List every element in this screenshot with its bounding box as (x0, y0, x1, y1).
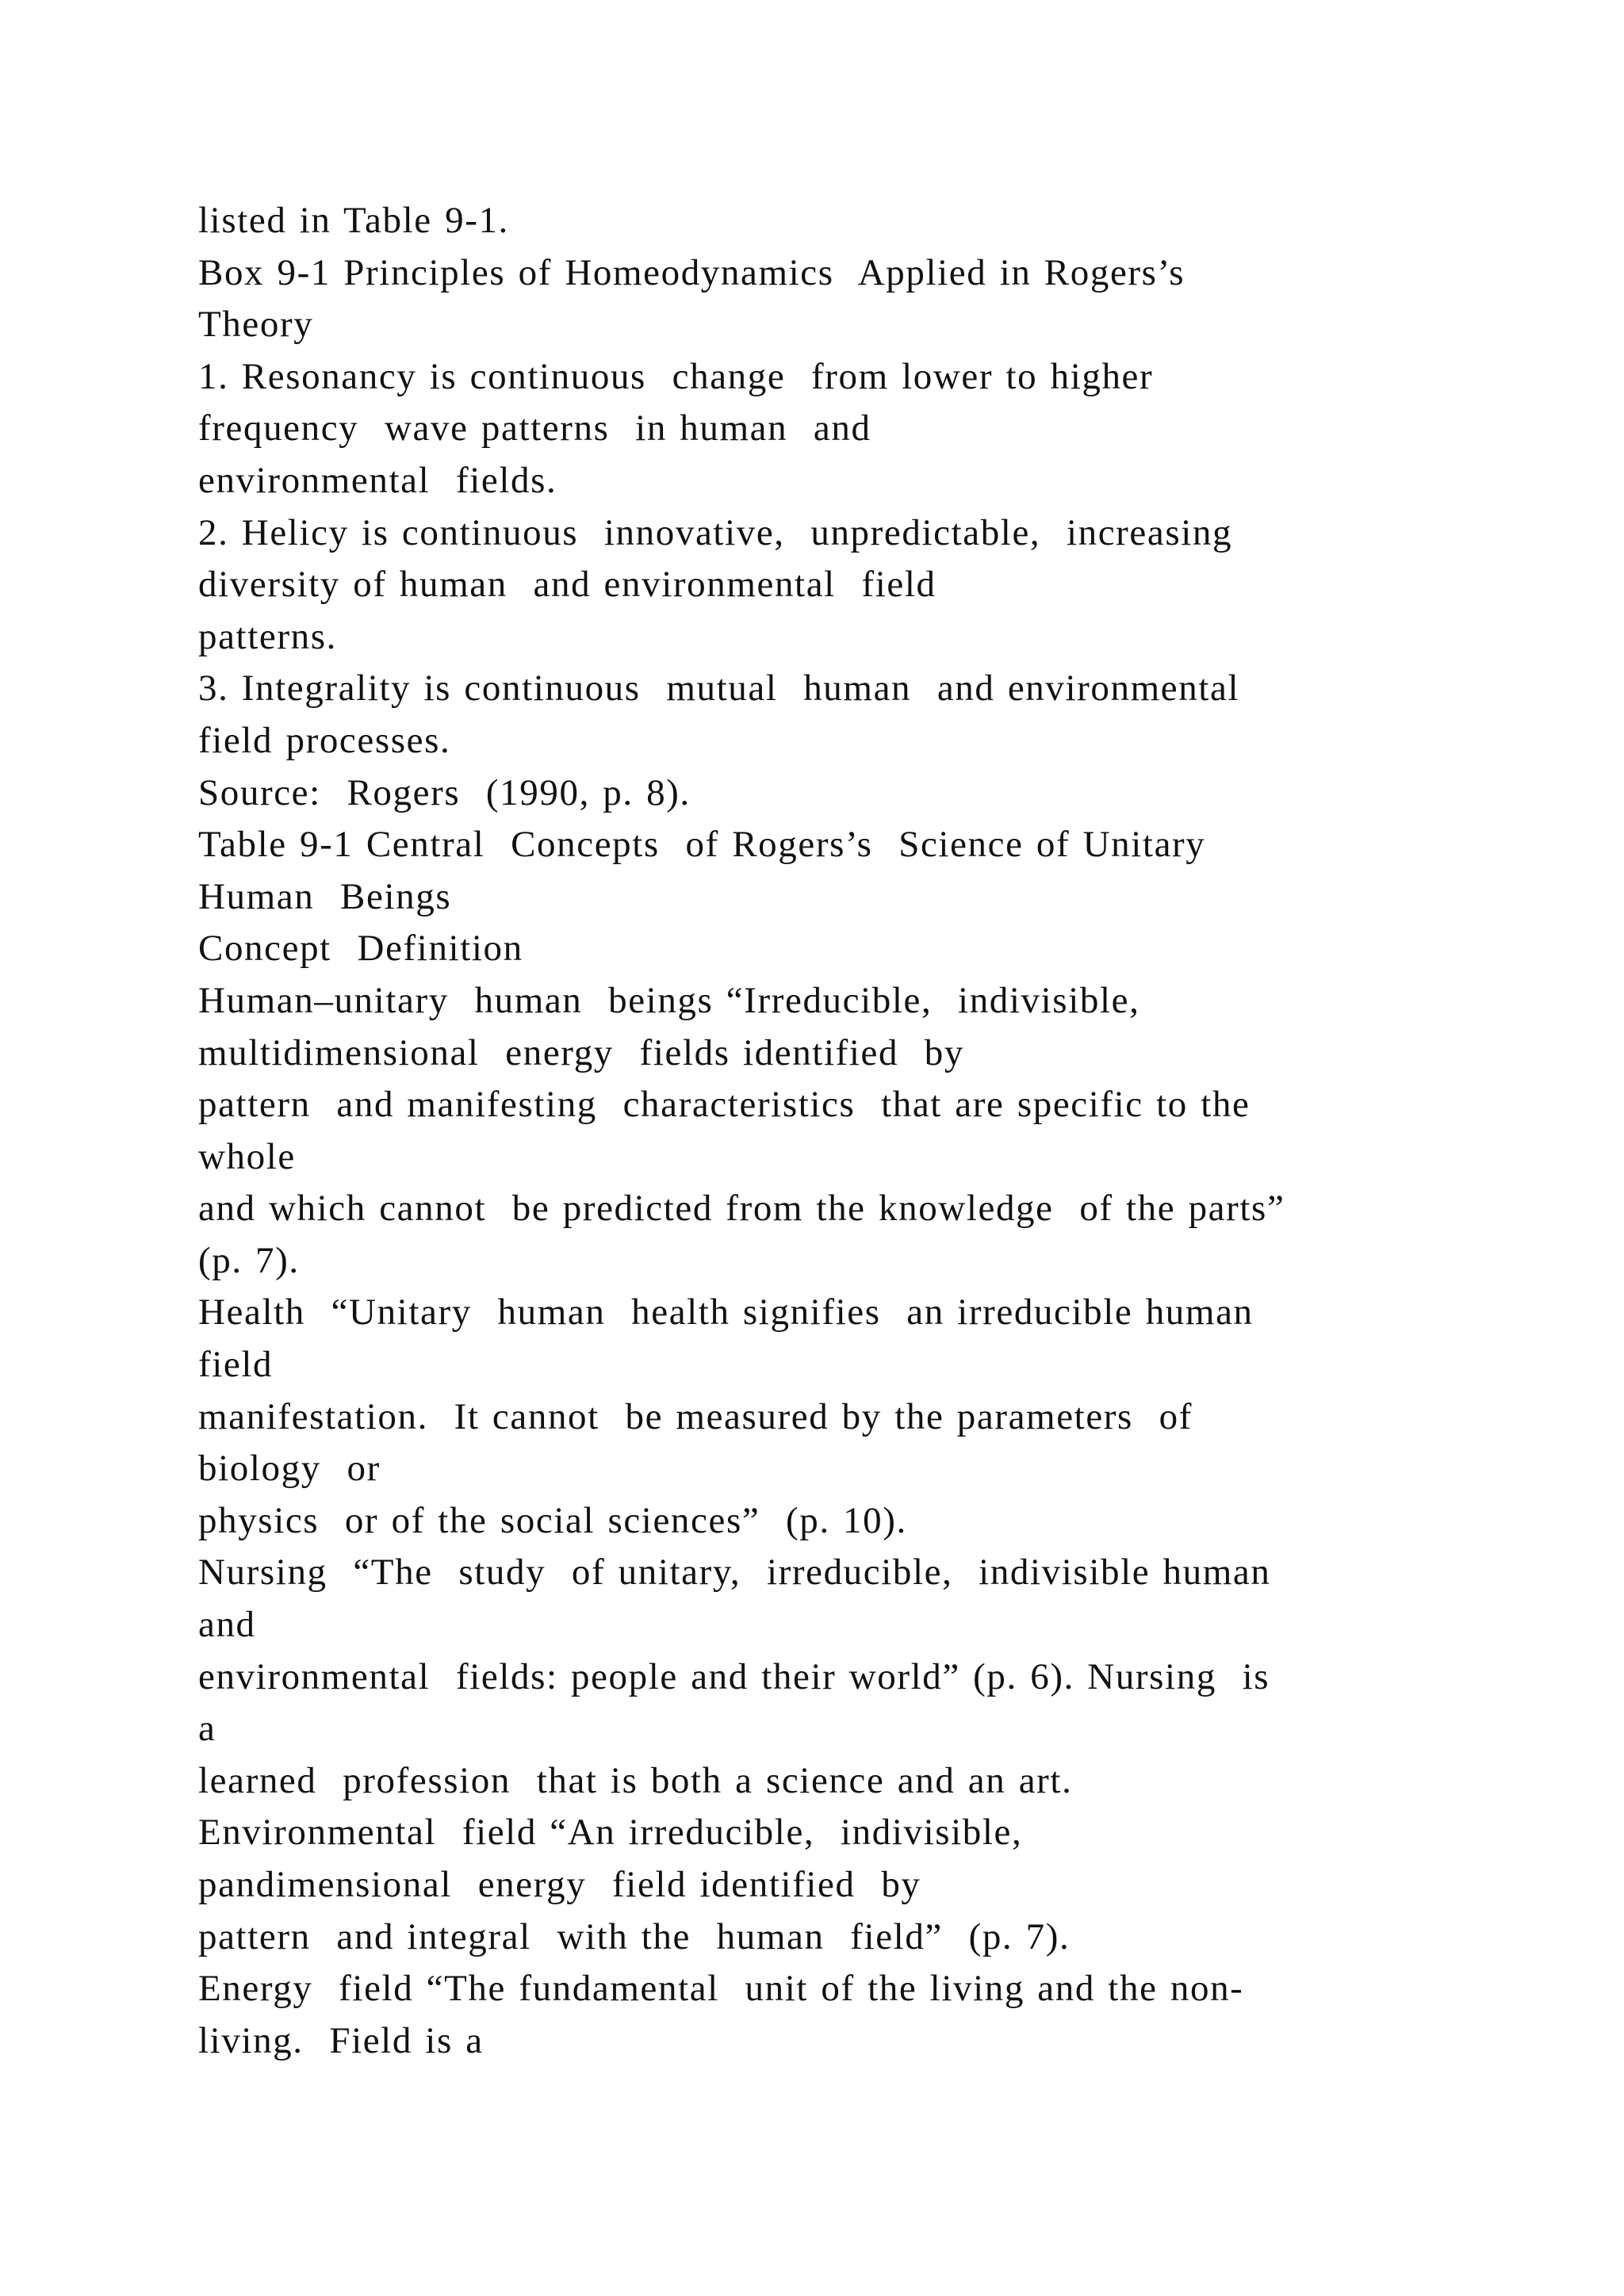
text-line: Nursing “The study of unitary, irreducible, indivisible human (198, 1552, 1271, 1594)
text-line: Environmental field “An irreducible, indivisible, (198, 1812, 1023, 1854)
text-line: diversity of human and environmental field (198, 564, 936, 606)
text-line: Concept Definition (198, 928, 523, 970)
text-line: biology or (198, 1448, 381, 1490)
text-line: Energy field “The fundamental unit of the living and the non- (198, 1968, 1244, 2010)
text-line: listed in Table 9-1. (198, 200, 509, 241)
text-line: physics or of the social sciences” (p. 10). (198, 1499, 907, 1541)
text-line: Human Beings (198, 875, 452, 917)
text-line: Source: Rogers (1990, p. 8). (198, 771, 691, 813)
text-line: 2. Helicy is continuous innovative, unpredictable, increasing (198, 511, 1233, 553)
text-line: and which cannot be predicted from the knowledge of the parts” (198, 1188, 1285, 1230)
text-line: patterns. (198, 615, 337, 657)
text-line: 3. Integrality is continuous mutual human and environmental (198, 668, 1240, 710)
text-line: whole (198, 1135, 296, 1177)
text-line: pattern and integral with the human field” (p. 7). (198, 1915, 1071, 1957)
text-line: environmental fields: people and their world” (p. 6). Nursing is (198, 1655, 1270, 1697)
text-line: Health “Unitary human health signifies an irreducible human (198, 1292, 1254, 1334)
text-line: a (198, 1708, 216, 1750)
text-line: multidimensional energy fields identified by (198, 1031, 964, 1073)
text-line: Theory (198, 304, 314, 346)
text-line: pattern and manifesting characteristics that are specific to the (198, 1084, 1251, 1126)
text-line: manifestation. It cannot be measured by the parameters of (198, 1395, 1193, 1437)
text-line: and (198, 1604, 256, 1646)
text-line: (p. 7). (198, 1239, 300, 1281)
text-line: environmental fields. (198, 459, 557, 501)
text-line: learned profession that is both a science and an art. (198, 1759, 1073, 1801)
text-line: field processes. (198, 719, 451, 761)
text-line: living. Field is a (198, 2019, 484, 2061)
text-line: 1. Resonancy is continuous change from lower to higher (198, 355, 1154, 397)
text-line: frequency wave patterns in human and (198, 408, 871, 450)
text-line: Human–unitary human beings “Irreducible, indivisible, (198, 979, 1140, 1021)
text-line: pandimensional energy field identified by (198, 1864, 921, 1905)
text-line: field (198, 1344, 274, 1386)
text-line: Box 9-1 Principles of Homeodynamics Applied in Rogers’s (198, 251, 1185, 293)
document-body (198, 195, 1435, 2067)
text-line: Table 9-1 Central Concepts of Rogers’s Science of Unitary (198, 824, 1206, 866)
